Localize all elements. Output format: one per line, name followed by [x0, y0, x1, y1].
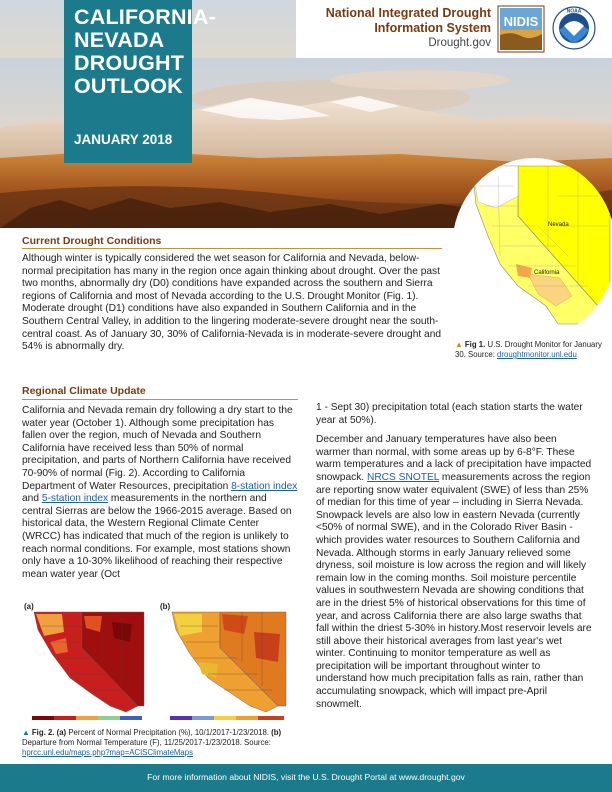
- eight-station-index-link[interactable]: 8-station index: [231, 480, 298, 492]
- fig1-caption-text: U.S. Drought Monitor for January 30. Source:: [455, 340, 602, 359]
- col1-text-part-1: California and Nevada remain dry following a dry start to the water year (October 1). Although some precipitation has fallen over the region, much of Nevada and Southern California have received less than 50% of normal precipitation, and parts of Northern California have received 70-90% of normal (Fig. 2). According to California Department of Water Resources, precipitation: [22, 405, 293, 492]
- nidis-logo-icon: [497, 5, 545, 53]
- title-line-3: DROUGHT: [74, 51, 185, 75]
- temperature-departure-map: [158, 602, 296, 726]
- col2-paragraph-1: 1 - Sept 30) precipitation total (each station starts the water year at 50%).: [316, 402, 583, 426]
- precipitation-percent-map: [22, 602, 152, 726]
- fig2-caption: [22, 728, 302, 758]
- current-conditions-heading: Current Drought Conditions: [22, 235, 162, 247]
- col2-paragraph-2: [316, 434, 592, 711]
- fig1-caption-label: Fig 1.: [464, 340, 486, 349]
- page-title: [74, 5, 216, 98]
- fig2-caption-b-label: (b): [271, 728, 282, 737]
- organization-name-line-2: Information System: [374, 21, 491, 35]
- organization-name-line-1: National Integrated Drought: [325, 6, 491, 20]
- map-label-nevada: Nevada: [548, 222, 569, 228]
- footer-text: For more information about NIDIS, visit the U.S. Drought Portal at www.drought.gov: [147, 772, 465, 782]
- organization-url[interactable]: Drought.gov: [428, 37, 491, 49]
- title-line-2: NEVADA: [74, 28, 165, 52]
- nidis-logo-text: NIDIS: [503, 14, 539, 29]
- section-divider: [22, 248, 442, 249]
- triangle-icon: ▲: [22, 728, 30, 737]
- nrcs-snotel-link[interactable]: NRCS SNOTEL: [366, 471, 440, 483]
- regional-climate-column-1: [22, 405, 298, 581]
- fig2-source-link[interactable]: hprcc.unl.edu/maps.php?map=ACISClimateMaps: [22, 748, 193, 757]
- noaa-logo-text: NOAA: [566, 8, 582, 15]
- drought-monitor-map: [448, 156, 612, 340]
- fig1-source-link[interactable]: droughtmonitor.unl.edu: [497, 350, 577, 359]
- triangle-icon: ▲: [455, 340, 463, 349]
- fig2a-label: (a): [24, 602, 34, 611]
- col1-text-part-2: measurements in the northern and central Sierras are below the 1966-2015 average. Based on historical data, the Western Regional Climate Center (WRCC) has indicated that much of the region is unlikely to reach normal conditions. For example, most stations shown only have a 10-30% likelihood of reaching their respective mean water year (Oct: [22, 493, 292, 580]
- col2-text-part-2: measurements across the region are reporting snow water equivalent (SWE) of less than 25% of median for this time of year – including in Sierra Nevada. Snowpack levels are also low in eastern Nevada (currently <50% of normal SWE), and in the Colorado River Basin - which provides water resources to Southern California and Nevada. Although storms in early January relieved some dryness, soil moisture is low across the region and will likely remain low in the coming months. Soil moisture percentile values in southwestern Nevada are showing conditions that are in the driest 5% of historical observations for this time of year, and across California there are also large swaths that fall within the driest 5-30% in history.Most reservoir levels are still above their historical averages from last year's wet winter. Continuing to monitor temperature as well as precipitation will be important throughout winter to understand how much precipitation falls as rain, rather than accumulating snowpack, which will impact pre-April snowmelt.: [316, 471, 592, 710]
- map-label-california: California: [534, 270, 560, 276]
- fig2-caption-b-text: Departure from Normal Temperature (F), 11/25/2017-1/23/2018. Source:: [22, 738, 271, 747]
- title-line-4: OUTLOOK: [74, 74, 183, 98]
- organization-name: [301, 6, 491, 36]
- fig2b-label: (b): [160, 602, 171, 611]
- fig1-caption: [455, 340, 612, 360]
- col2-text-part-1: December and January temperatures have also been warmer than normal, with some areas up by 6-8°F. These warm temperatures and a lack of precipitation have impacted snowpack.: [316, 434, 592, 483]
- col1-text-and: and: [22, 493, 42, 505]
- fig2-caption-label: Fig. 2.: [31, 728, 55, 737]
- regional-climate-heading: Regional Climate Update: [22, 385, 146, 397]
- issue-date: JANUARY 2018: [74, 132, 173, 147]
- five-station-index-link[interactable]: 5-station index: [41, 493, 109, 505]
- regional-climate-column-2: [316, 402, 592, 711]
- title-line-1: CALIFORNIA-: [74, 5, 216, 29]
- fig2-caption-a-label: (a): [56, 728, 67, 737]
- current-conditions-body: Although winter is typically considered the wet season for California and Nevada, below-normal precipitation has many in the region once again thinking about drought. Over the past two months, abnormally dry (D0) conditions have expanded across the southern and Sierra regions of California and most of Nevada according to the U.S. Drought Monitor (Fig. 1). Moderate drought (D1) conditions have also expanded in Southern California and in the Southern Central Valley, in addition to the lingering moderate-severe drought near the south-central coast. As of January 30, 30% of California-Nevada is in moderate-severe drought and 54% is abnormally dry.: [22, 253, 442, 353]
- fig2-caption-a-text: Percent of Normal Precipitation (%), 10/1/2017-1/23/2018.: [66, 728, 272, 737]
- noaa-logo-icon: [552, 6, 596, 50]
- section-divider: [22, 399, 298, 400]
